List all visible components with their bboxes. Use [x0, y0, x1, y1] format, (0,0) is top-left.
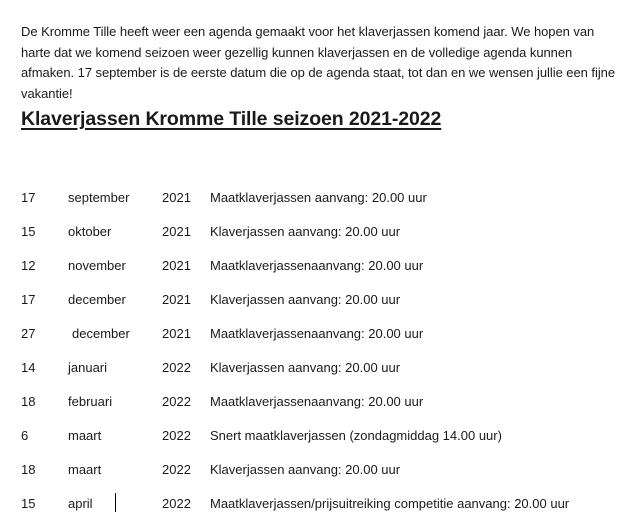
- schedule-month: december: [72, 326, 130, 341]
- schedule-day: 18: [21, 462, 36, 477]
- schedule-month: januari: [68, 360, 108, 375]
- schedule-row: [0, 392, 621, 412]
- schedule-row: [0, 324, 621, 344]
- schedule-description: Maatklaverjassen aanvang: 20.00 uur: [210, 190, 427, 205]
- schedule-row: [0, 460, 621, 480]
- schedule-year: 2021: [162, 224, 191, 239]
- schedule-year: 2021: [162, 258, 191, 273]
- schedule-month: maart: [68, 462, 102, 477]
- schedule-description: Maatklaverjassenaanvang: 20.00 uur: [210, 258, 424, 273]
- schedule-row: [0, 426, 621, 446]
- intro-paragraph: De Kromme Tille heeft weer een agenda gemaakt voor het klaverjassen komend jaar. We hopen van harte dat we komend seizoen weer gezellig kunnen klaverjassen en de volledige agenda kunnen afmaken. 17 september is de eerste datum die op de agenda staat, tot dan en we wensen jullie een fijne vakantie!: [21, 24, 616, 101]
- schedule-description: Snert maatklaverjassen (zondagmiddag 14.00 uur): [210, 428, 502, 443]
- schedule-description: Klaverjassen aanvang: 20.00 uur: [210, 462, 401, 477]
- schedule-row: [0, 290, 621, 310]
- schedule-day: 27: [21, 326, 36, 341]
- schedule-month: november: [68, 258, 126, 273]
- schedule-year: 2022: [162, 428, 191, 443]
- schedule-year: 2021: [162, 292, 191, 307]
- schedule-description: Maatklaverjassenaanvang: 20.00 uur: [210, 394, 424, 409]
- schedule-year: 2022: [162, 496, 191, 511]
- schedule-day: 6: [21, 428, 29, 443]
- schedule-month: april: [68, 496, 93, 511]
- schedule-day: 17: [21, 292, 36, 307]
- schedule-year: 2022: [162, 360, 191, 375]
- schedule-month: december: [68, 292, 126, 307]
- schedule-row: [0, 358, 621, 378]
- schedule-description: Klaverjassen aanvang: 20.00 uur: [210, 292, 401, 307]
- schedule-year: 2022: [162, 462, 191, 477]
- schedule-month: februari: [68, 394, 113, 409]
- schedule-month: maart: [68, 428, 102, 443]
- schedule-month: oktober: [68, 224, 112, 239]
- schedule-row: [0, 494, 621, 514]
- schedule-day: 15: [21, 224, 36, 239]
- schedule-description: Klaverjassen aanvang: 20.00 uur: [210, 224, 401, 239]
- schedule-description: Maatklaverjassenaanvang: 20.00 uur: [210, 326, 424, 341]
- schedule-day: 18: [21, 394, 36, 409]
- schedule-year: 2022: [162, 394, 191, 409]
- schedule-row: [0, 222, 621, 242]
- schedule-day: 12: [21, 258, 36, 273]
- schedule-day: 15: [21, 496, 36, 511]
- schedule-row: [0, 256, 621, 276]
- schedule-day: 17: [21, 190, 36, 205]
- schedule-row: [0, 188, 621, 208]
- schedule-year: 2021: [162, 326, 191, 341]
- schedule-description: Maatklaverjassen/prijsuitreiking competitie aanvang: 20.00 uur: [210, 496, 570, 511]
- page-title: Klaverjassen Kromme Tille seizoen 2021-2022: [21, 108, 442, 130]
- text-cursor: [115, 493, 116, 512]
- schedule-description: Klaverjassen aanvang: 20.00 uur: [210, 360, 401, 375]
- schedule-year: 2021: [162, 190, 191, 205]
- schedule-day: 14: [21, 360, 36, 375]
- schedule-month: september: [68, 190, 130, 205]
